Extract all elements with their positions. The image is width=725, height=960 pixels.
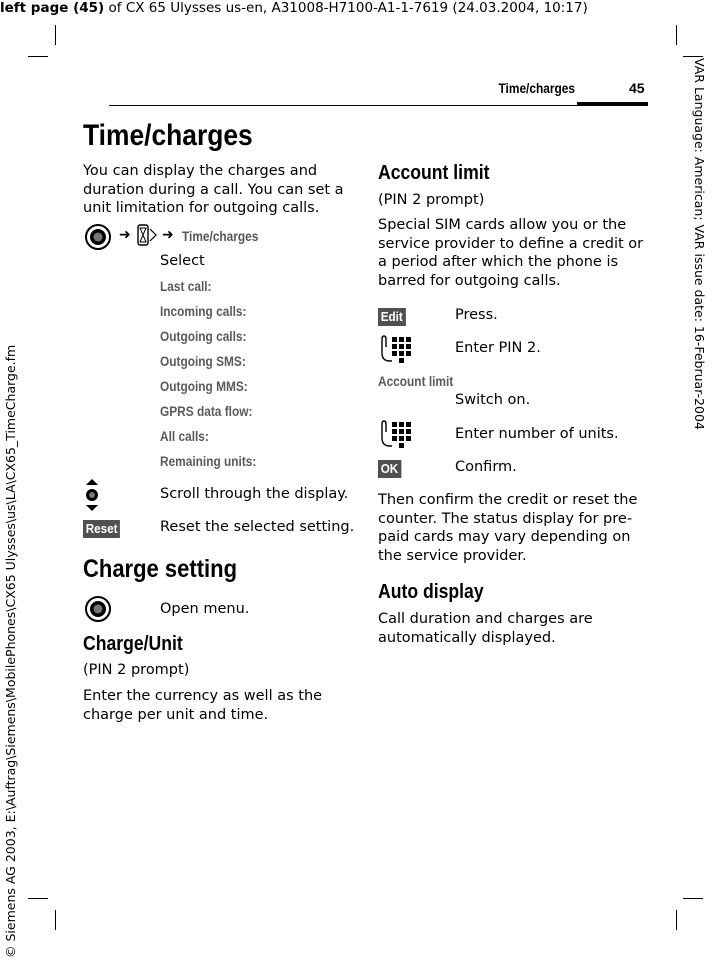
keypad-icon — [378, 333, 412, 365]
running-title: Time/charges — [498, 80, 575, 96]
pin-prompt: (PIN 2 prompt) — [378, 192, 485, 208]
enter-pin-text: Enter PIN 2. — [455, 340, 541, 356]
confirm-paragraph: Then confirm the credit or reset the counter. The status display for pre-paid cards may vary depending on the service provider. — [378, 492, 638, 564]
nav-key-icon — [84, 223, 112, 251]
hourglass-phone-icon — [136, 223, 158, 247]
crop-mark — [683, 898, 703, 899]
side-var-info: VAR Language: American; VAR issue date: 16-Februar-2004 — [692, 58, 707, 430]
side-copyright-path: © Siemens AG 2003, E:\Auftrag\Siemens\MobilePhones\CX65 Ulysses\us\LA\CX65_TimeCharge.fm — [3, 344, 18, 958]
auto-display-heading: Auto display — [378, 581, 484, 603]
scroll-text: Scroll through the display. — [160, 486, 349, 502]
crop-mark — [28, 56, 48, 57]
menu-item: Outgoing MMS: — [160, 379, 248, 394]
charge-setting-heading: Charge setting — [83, 555, 238, 583]
menu-item: Last call: — [160, 279, 212, 294]
ok-softkey: OK — [378, 460, 401, 478]
header-rule-accent — [577, 102, 648, 105]
crop-mark — [55, 25, 56, 45]
menu-item: Outgoing calls: — [160, 329, 247, 344]
header-doc-info: of CX 65 Ulysses us-en, A31008-H7100-A1-1-7619 (24.03.2004, 10:17) — [104, 0, 588, 16]
header-page-ref: left page (45) — [0, 0, 105, 16]
menu-item: Incoming calls: — [160, 304, 247, 319]
enter-units-text: Enter number of units. — [455, 426, 619, 442]
account-limit-menu-label: Account limit — [378, 374, 454, 389]
confirm-text: Confirm. — [455, 459, 517, 475]
page-title: Time/charges — [83, 119, 253, 152]
production-header — [0, 0, 588, 16]
account-limit-heading: Account limit — [378, 162, 490, 184]
edit-softkey: Edit — [378, 308, 406, 326]
crop-mark — [683, 56, 703, 57]
auto-display-text: Call duration and charges are automatically displayed. — [378, 611, 593, 646]
press-text: Press. — [455, 307, 498, 323]
charge-unit-heading: Charge/Unit — [83, 633, 183, 655]
crop-mark — [55, 910, 56, 930]
crop-mark — [28, 898, 48, 899]
switch-on-text: Switch on. — [455, 392, 531, 408]
arrow-icon: ➜ — [119, 227, 131, 243]
menu-item: GPRS data flow: — [160, 404, 253, 419]
open-menu-text: Open menu. — [160, 601, 250, 617]
intro-paragraph: You can display the charges and duration during a call. You can set a unit limitation for outgoing calls. — [83, 163, 344, 216]
menu-item: Remaining units: — [160, 454, 257, 469]
header-rule — [109, 105, 648, 106]
charge-unit-text: Enter the currency as well as the charge per unit and time. — [83, 688, 323, 723]
crop-mark — [676, 910, 677, 930]
reset-softkey: Reset — [83, 520, 120, 538]
pin-prompt: (PIN 2 prompt) — [83, 662, 190, 678]
keypad-icon — [378, 418, 412, 450]
reset-text: Reset the selected setting. — [160, 519, 355, 535]
menu-item: Outgoing SMS: — [160, 354, 246, 369]
crop-mark — [676, 25, 677, 45]
menu-path-label: Time/charges — [182, 229, 259, 244]
select-label: Select — [160, 253, 205, 269]
menu-item: All calls: — [160, 429, 209, 444]
arrow-icon: ➜ — [162, 227, 174, 243]
nav-key-icon — [84, 595, 112, 623]
account-text: Special SIM cards allow you or the service provider to define a credit or a period after which the phone is barred for outgoing calls. — [378, 217, 644, 289]
page-number: 45 — [629, 80, 645, 96]
scroll-updown-icon — [84, 478, 100, 512]
